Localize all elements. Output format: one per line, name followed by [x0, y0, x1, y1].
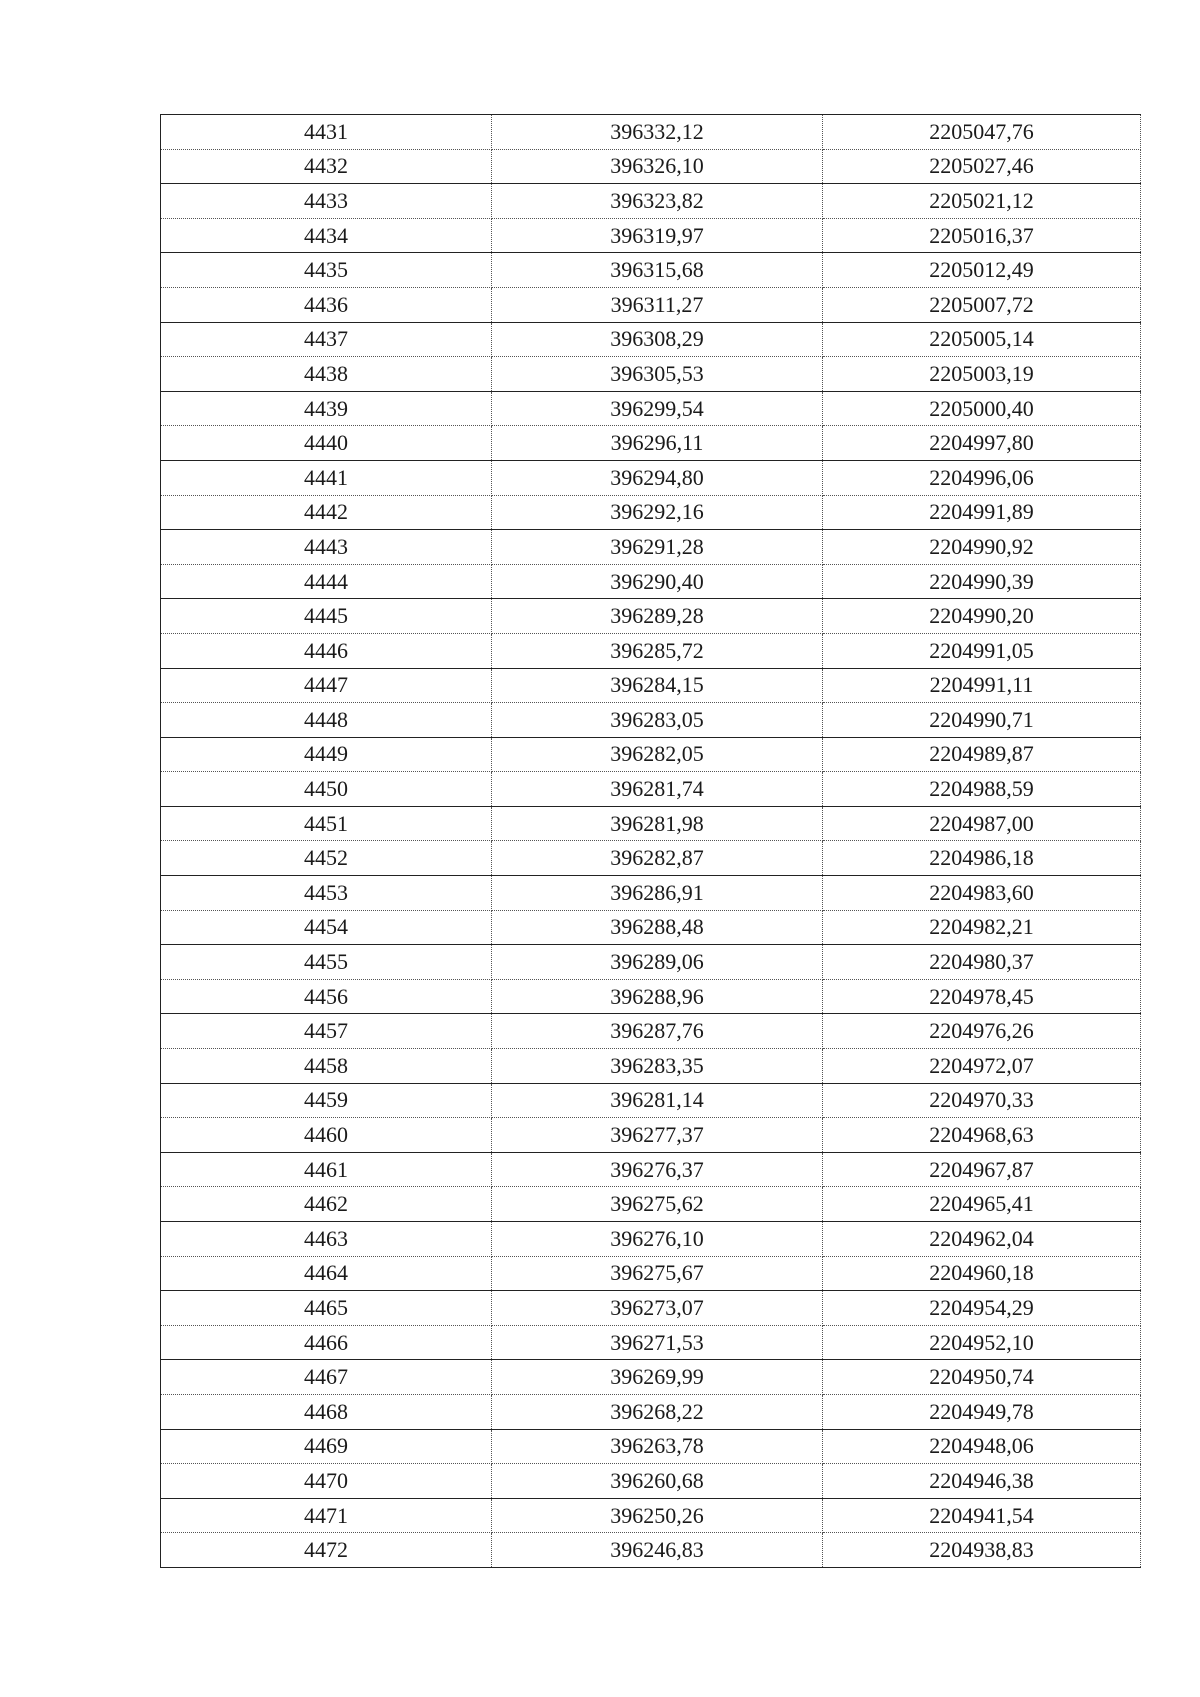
- x-coordinate-cell: 396292,16: [492, 495, 823, 530]
- y-coordinate-cell: 2205007,72: [823, 287, 1141, 322]
- x-coordinate-cell: 396315,68: [492, 253, 823, 288]
- table-row: [161, 910, 1141, 945]
- x-coordinate-cell: 396283,05: [492, 703, 823, 738]
- y-coordinate-cell: 2204983,60: [823, 876, 1141, 911]
- y-coordinate-cell: 2205012,49: [823, 253, 1141, 288]
- table-row: [161, 184, 1141, 219]
- x-coordinate-cell: 396311,27: [492, 287, 823, 322]
- x-coordinate-cell: 396289,28: [492, 599, 823, 634]
- table-row: [161, 1498, 1141, 1533]
- table-row: [161, 1118, 1141, 1153]
- point-number-cell: 4441: [161, 460, 492, 495]
- y-coordinate-cell: 2204967,87: [823, 1152, 1141, 1187]
- x-coordinate-cell: 396276,37: [492, 1152, 823, 1187]
- point-number-cell: 4435: [161, 253, 492, 288]
- x-coordinate-cell: 396268,22: [492, 1394, 823, 1429]
- x-coordinate-cell: 396299,54: [492, 391, 823, 426]
- x-coordinate-cell: 396319,97: [492, 218, 823, 253]
- y-coordinate-cell: 2204990,71: [823, 703, 1141, 738]
- y-coordinate-cell: 2205005,14: [823, 322, 1141, 357]
- y-coordinate-cell: 2205003,19: [823, 357, 1141, 392]
- point-number-cell: 4446: [161, 633, 492, 668]
- coordinates-table-body: [161, 115, 1141, 1568]
- point-number-cell: 4469: [161, 1429, 492, 1464]
- x-coordinate-cell: 396291,28: [492, 530, 823, 565]
- y-coordinate-cell: 2204954,29: [823, 1291, 1141, 1326]
- point-number-cell: 4461: [161, 1152, 492, 1187]
- y-coordinate-cell: 2204988,59: [823, 772, 1141, 807]
- x-coordinate-cell: 396305,53: [492, 357, 823, 392]
- y-coordinate-cell: 2204991,05: [823, 633, 1141, 668]
- point-number-cell: 4466: [161, 1325, 492, 1360]
- y-coordinate-cell: 2205021,12: [823, 184, 1141, 219]
- table-row: [161, 115, 1141, 150]
- table-row: [161, 668, 1141, 703]
- x-coordinate-cell: 396276,10: [492, 1222, 823, 1257]
- table-row: [161, 530, 1141, 565]
- point-number-cell: 4450: [161, 772, 492, 807]
- point-number-cell: 4459: [161, 1083, 492, 1118]
- y-coordinate-cell: 2204948,06: [823, 1429, 1141, 1464]
- point-number-cell: 4458: [161, 1049, 492, 1084]
- x-coordinate-cell: 396281,98: [492, 806, 823, 841]
- y-coordinate-cell: 2204997,80: [823, 426, 1141, 461]
- table-row: [161, 253, 1141, 288]
- table-row: [161, 1014, 1141, 1049]
- table-row: [161, 1360, 1141, 1395]
- x-coordinate-cell: 396286,91: [492, 876, 823, 911]
- y-coordinate-cell: 2204949,78: [823, 1394, 1141, 1429]
- table-row: [161, 1083, 1141, 1118]
- point-number-cell: 4431: [161, 115, 492, 150]
- table-row: [161, 876, 1141, 911]
- table-row: [161, 1394, 1141, 1429]
- table-row: [161, 322, 1141, 357]
- point-number-cell: 4465: [161, 1291, 492, 1326]
- x-coordinate-cell: 396282,05: [492, 737, 823, 772]
- x-coordinate-cell: 396288,96: [492, 979, 823, 1014]
- x-coordinate-cell: 396290,40: [492, 564, 823, 599]
- y-coordinate-cell: 2204978,45: [823, 979, 1141, 1014]
- y-coordinate-cell: 2204990,92: [823, 530, 1141, 565]
- table-row: [161, 979, 1141, 1014]
- y-coordinate-cell: 2204970,33: [823, 1083, 1141, 1118]
- table-row: [161, 1429, 1141, 1464]
- x-coordinate-cell: 396250,26: [492, 1498, 823, 1533]
- table-row: [161, 1291, 1141, 1326]
- table-row: [161, 495, 1141, 530]
- x-coordinate-cell: 396260,68: [492, 1464, 823, 1499]
- x-coordinate-cell: 396273,07: [492, 1291, 823, 1326]
- x-coordinate-cell: 396281,14: [492, 1083, 823, 1118]
- point-number-cell: 4445: [161, 599, 492, 634]
- y-coordinate-cell: 2204982,21: [823, 910, 1141, 945]
- point-number-cell: 4451: [161, 806, 492, 841]
- table-row: [161, 945, 1141, 980]
- y-coordinate-cell: 2204991,11: [823, 668, 1141, 703]
- table-row: [161, 1222, 1141, 1257]
- x-coordinate-cell: 396332,12: [492, 115, 823, 150]
- x-coordinate-cell: 396296,11: [492, 426, 823, 461]
- x-coordinate-cell: 396294,80: [492, 460, 823, 495]
- x-coordinate-cell: 396285,72: [492, 633, 823, 668]
- point-number-cell: 4442: [161, 495, 492, 530]
- x-coordinate-cell: 396263,78: [492, 1429, 823, 1464]
- table-row: [161, 841, 1141, 876]
- point-number-cell: 4453: [161, 876, 492, 911]
- x-coordinate-cell: 396326,10: [492, 149, 823, 184]
- table-row: [161, 1256, 1141, 1291]
- y-coordinate-cell: 2204938,83: [823, 1533, 1141, 1568]
- x-coordinate-cell: 396275,67: [492, 1256, 823, 1291]
- point-number-cell: 4452: [161, 841, 492, 876]
- table-row: [161, 599, 1141, 634]
- point-number-cell: 4444: [161, 564, 492, 599]
- x-coordinate-cell: 396288,48: [492, 910, 823, 945]
- point-number-cell: 4457: [161, 1014, 492, 1049]
- y-coordinate-cell: 2205027,46: [823, 149, 1141, 184]
- table-row: [161, 806, 1141, 841]
- point-number-cell: 4462: [161, 1187, 492, 1222]
- y-coordinate-cell: 2204968,63: [823, 1118, 1141, 1153]
- table-row: [161, 1325, 1141, 1360]
- x-coordinate-cell: 396282,87: [492, 841, 823, 876]
- x-coordinate-cell: 396284,15: [492, 668, 823, 703]
- coordinates-table: [160, 114, 1141, 1568]
- table-row: [161, 149, 1141, 184]
- point-number-cell: 4470: [161, 1464, 492, 1499]
- x-coordinate-cell: 396281,74: [492, 772, 823, 807]
- table-row: [161, 357, 1141, 392]
- y-coordinate-cell: 2204991,89: [823, 495, 1141, 530]
- table-row: [161, 460, 1141, 495]
- table-row: [161, 1152, 1141, 1187]
- x-coordinate-cell: 396323,82: [492, 184, 823, 219]
- y-coordinate-cell: 2204965,41: [823, 1187, 1141, 1222]
- point-number-cell: 4454: [161, 910, 492, 945]
- table-row: [161, 564, 1141, 599]
- point-number-cell: 4447: [161, 668, 492, 703]
- y-coordinate-cell: 2204980,37: [823, 945, 1141, 980]
- point-number-cell: 4433: [161, 184, 492, 219]
- table-row: [161, 287, 1141, 322]
- point-number-cell: 4463: [161, 1222, 492, 1257]
- x-coordinate-cell: 396275,62: [492, 1187, 823, 1222]
- point-number-cell: 4464: [161, 1256, 492, 1291]
- y-coordinate-cell: 2204972,07: [823, 1049, 1141, 1084]
- table-row: [161, 426, 1141, 461]
- y-coordinate-cell: 2204946,38: [823, 1464, 1141, 1499]
- table-row: [161, 391, 1141, 426]
- point-number-cell: 4437: [161, 322, 492, 357]
- y-coordinate-cell: 2205000,40: [823, 391, 1141, 426]
- x-coordinate-cell: 396269,99: [492, 1360, 823, 1395]
- x-coordinate-cell: 396246,83: [492, 1533, 823, 1568]
- table-row: [161, 1533, 1141, 1568]
- point-number-cell: 4438: [161, 357, 492, 392]
- point-number-cell: 4456: [161, 979, 492, 1014]
- point-number-cell: 4455: [161, 945, 492, 980]
- y-coordinate-cell: 2204989,87: [823, 737, 1141, 772]
- x-coordinate-cell: 396287,76: [492, 1014, 823, 1049]
- y-coordinate-cell: 2204987,00: [823, 806, 1141, 841]
- y-coordinate-cell: 2204950,74: [823, 1360, 1141, 1395]
- point-number-cell: 4460: [161, 1118, 492, 1153]
- y-coordinate-cell: 2204952,10: [823, 1325, 1141, 1360]
- table-row: [161, 1187, 1141, 1222]
- y-coordinate-cell: 2205016,37: [823, 218, 1141, 253]
- point-number-cell: 4439: [161, 391, 492, 426]
- y-coordinate-cell: 2204986,18: [823, 841, 1141, 876]
- point-number-cell: 4434: [161, 218, 492, 253]
- x-coordinate-cell: 396289,06: [492, 945, 823, 980]
- table-row: [161, 218, 1141, 253]
- table-row: [161, 1464, 1141, 1499]
- y-coordinate-cell: 2204996,06: [823, 460, 1141, 495]
- table-row: [161, 772, 1141, 807]
- table-row: [161, 703, 1141, 738]
- point-number-cell: 4436: [161, 287, 492, 322]
- point-number-cell: 4467: [161, 1360, 492, 1395]
- x-coordinate-cell: 396271,53: [492, 1325, 823, 1360]
- table-row: [161, 1049, 1141, 1084]
- point-number-cell: 4472: [161, 1533, 492, 1568]
- x-coordinate-cell: 396308,29: [492, 322, 823, 357]
- x-coordinate-cell: 396277,37: [492, 1118, 823, 1153]
- table-row: [161, 633, 1141, 668]
- point-number-cell: 4432: [161, 149, 492, 184]
- y-coordinate-cell: 2204976,26: [823, 1014, 1141, 1049]
- point-number-cell: 4448: [161, 703, 492, 738]
- y-coordinate-cell: 2204941,54: [823, 1498, 1141, 1533]
- y-coordinate-cell: 2204990,39: [823, 564, 1141, 599]
- y-coordinate-cell: 2204962,04: [823, 1222, 1141, 1257]
- y-coordinate-cell: 2204990,20: [823, 599, 1141, 634]
- point-number-cell: 4471: [161, 1498, 492, 1533]
- point-number-cell: 4443: [161, 530, 492, 565]
- point-number-cell: 4449: [161, 737, 492, 772]
- x-coordinate-cell: 396283,35: [492, 1049, 823, 1084]
- point-number-cell: 4440: [161, 426, 492, 461]
- y-coordinate-cell: 2205047,76: [823, 115, 1141, 150]
- point-number-cell: 4468: [161, 1394, 492, 1429]
- table-row: [161, 737, 1141, 772]
- y-coordinate-cell: 2204960,18: [823, 1256, 1141, 1291]
